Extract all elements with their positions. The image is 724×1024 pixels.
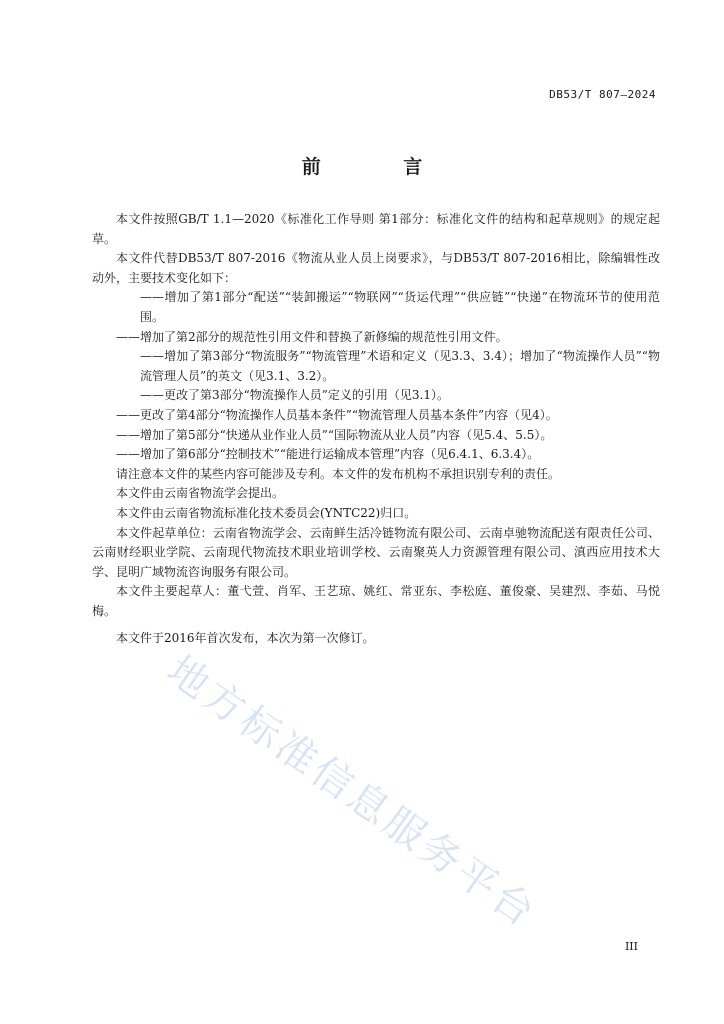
change-item: ——增加了第3部分“物流服务”“物流管理”术语和定义（见3.3、3.4）；增加了“物流操作人员”“物流管理人员”的英文（见3.1、3.2）。: [140, 349, 660, 383]
document-body: [92, 210, 660, 649]
paragraph-patent-notice: 请注意本文件的某些内容可能涉及专利。本文件的发布机构不承担识别专利的责任。: [116, 466, 561, 481]
page-title: 前 言: [301, 156, 461, 178]
paragraph-revision-history: 本文件于2016年首次发布，本次为第一次修订。: [116, 631, 375, 646]
paragraph-drafting-units: 本文件起草单位：云南省物流学会、云南鲜生活冷链物流有限公司、云南卓驰物流配送有限责任公司、云南财经职业学院、云南现代物流技术职业培训学校、云南聚英人力资源管理有限公司、滇西应用技术大学、昆明广域物流咨询服务有限公司。: [92, 525, 660, 579]
document-code: DB53/T 807—2024: [549, 88, 656, 101]
technical-changes-list: [92, 288, 660, 464]
change-item: ——增加了第2部分的规范性引用文件和替换了新修编的规范性引用文件。: [116, 329, 508, 344]
change-item: ——增加了第5部分“快递从业作业人员”“国际物流从业人员”内容（见5.4、5.5）。: [116, 427, 553, 442]
change-item: ——增加了第6部分“控制技术”“能进行运输成本管理”内容（见6.4.1、6.3.4）。: [116, 447, 540, 462]
change-item: ——更改了第3部分“物流操作人员”定义的引用（见3.1）。: [140, 388, 449, 403]
paragraph-drafting-rules: 本文件按照GB/T 1.1—2020《标准化工作导则 第1部分：标准化文件的结构和起草规则》的规定起草。: [92, 212, 660, 246]
change-item: ——更改了第4部分“物流操作人员基本条件”“物流管理人员基本条件”内容（见4）。: [116, 407, 558, 422]
page-number: III: [624, 940, 638, 953]
change-item: ——增加了第1部分“配送”“装卸搬运”“物联网”“货运代理”“供应链”“快递”在物流环节的使用范围。: [140, 290, 660, 324]
watermark: 地方标准信息服务平台: [158, 647, 546, 938]
paragraph-drafters: 本文件主要起草人：董弋萱、肖军、王艺琼、姚红、常亚东、李松庭、董俊豪、吴建烈、李茹、马悦梅。: [92, 584, 660, 618]
paragraph-centralized: 本文件由云南省物流标准化技术委员会(YNTC22)归口。: [116, 505, 417, 520]
paragraph-proposer: 本文件由云南省物流学会提出。: [116, 486, 285, 501]
paragraph-replacement: 本文件代替DB53/T 807-2016《物流从业人员上岗要求》，与DB53/T 807-2016相比，除编辑性改动外，主要技术变化如下：: [92, 251, 660, 285]
